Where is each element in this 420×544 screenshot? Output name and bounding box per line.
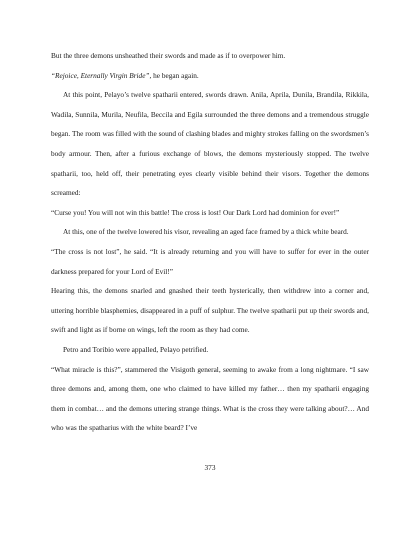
paragraph-6: “The cross is not lost”, he said. “It is already returning and you will have to suffer for ever in the outer darkness prepared for your Lord of Evil!” [51,246,369,276]
page-number: 373 [204,463,216,472]
paragraph-5: At this, one of the twelve lowered his visor, revealing an aged face framed by a thick white beard. [63,227,349,237]
paragraph-4: “Curse you! You will not win this battle! The cross is lost! Our Dark Lord had dominion for ever!” [51,207,340,217]
paragraph-3: At this point, Pelayo’s twelve spatharii entered, swords drawn. Anila, Aprila, Dunila, Brandila, Rikkila, Wadila, Sunnila, Murila, Neufila, Beccila and Egila surrounded the three demons and a tremendous struggle began. The room was filled with the sound of clashing blades and mighty strokes falling on the swordsmen’s body armour. Then, after a furious exchange of blows, the demons mysteriously stopped. The twelve spatharii, too, held off, their penetrating eyes clearly visible behind their visors. Together the demons screamed: [51,90,369,198]
paragraph-2 [51,66,369,86]
paragraph-9: “What miracle is this?”, stammered the Visigoth general, seeming to awake from a long nightmare. “I saw three demons and, among them, one who claimed to have killed my father… then my spatharii engaging them in combat… and the demons uttering strange things. What is the cross they were talking about?… And who was the spatharius with the white beard? I’ve [51,364,369,433]
paragraph-2-rest: , he began again. [149,70,199,80]
paragraph-8: Petro and Toribio were appalled, Pelayo petrified. [63,344,209,354]
italic-quote: “Rejoice, Eternally Virgin Bride” [51,70,150,80]
paragraph-1: But the three demons unsheathed their swords and made as if to overpower him. [51,51,286,60]
paragraph-7: Hearing this, the demons snarled and gnashed their teeth hysterically, then withdrew into a corner and, uttering horrible blasphemies, disappeared in a puff of sulphur. The twelve spatharii put up their swords and, swift and light as if borne on wings, left the room as they had come. [51,286,369,335]
body-text [51,46,369,438]
